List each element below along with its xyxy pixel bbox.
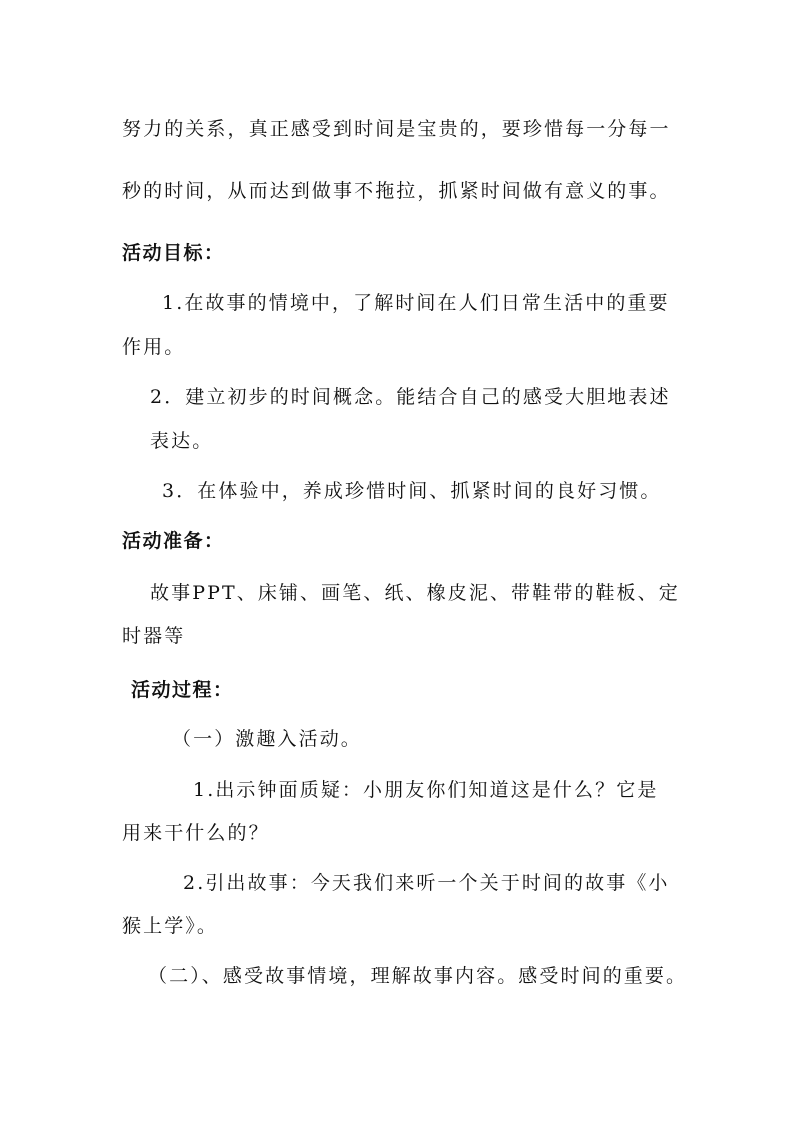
process-step-1-line-2: 用来干什么的？ <box>122 822 270 844</box>
preparation-line-2: 时器等 <box>122 625 186 647</box>
goal-1-line-2: 作用。 <box>122 336 186 358</box>
process-heading: 活动过程： <box>131 679 234 701</box>
process-section-2-title: （二）、感受故事情境，理解故事内容。感受时间的重要。 <box>148 965 688 987</box>
goal-3: 3．在体验中，养成珍惜时间、抓紧时间的良好习惯。 <box>162 480 662 502</box>
goals-heading: 活动目标： <box>122 242 225 264</box>
process-step-2-line-1: 2.引出故事：今天我们来听一个关于时间的故事《小 <box>183 872 670 894</box>
goal-2-line-2: 表达。 <box>150 430 214 452</box>
preparation-heading: 活动准备： <box>122 530 225 552</box>
goal-1-line-1: 1.在故事的情境中，了解时间在人们日常生活中的重要 <box>162 292 670 314</box>
process-step-1-line-1: 1.出示钟面质疑：小朋友你们知道这是什么？它是 <box>193 779 659 801</box>
process-section-1-title: （一）激趣入活动。 <box>172 728 362 750</box>
process-step-2-line-2: 猴上学》。 <box>122 915 219 937</box>
intro-line-2: 秒的时间，从而达到做事不拖拉，抓紧时间做有意义的事。 <box>122 180 671 202</box>
intro-line-1: 努力的关系，真正感受到时间是宝贵的，要珍惜每一分每一 <box>122 118 671 140</box>
preparation-line-1: 故事PPT、床铺、画笔、纸、橡皮泥、带鞋带的鞋板、定 <box>150 582 680 604</box>
goal-2-line-1: 2．建立初步的时间概念。能结合自己的感受大胆地表述 <box>150 386 671 408</box>
